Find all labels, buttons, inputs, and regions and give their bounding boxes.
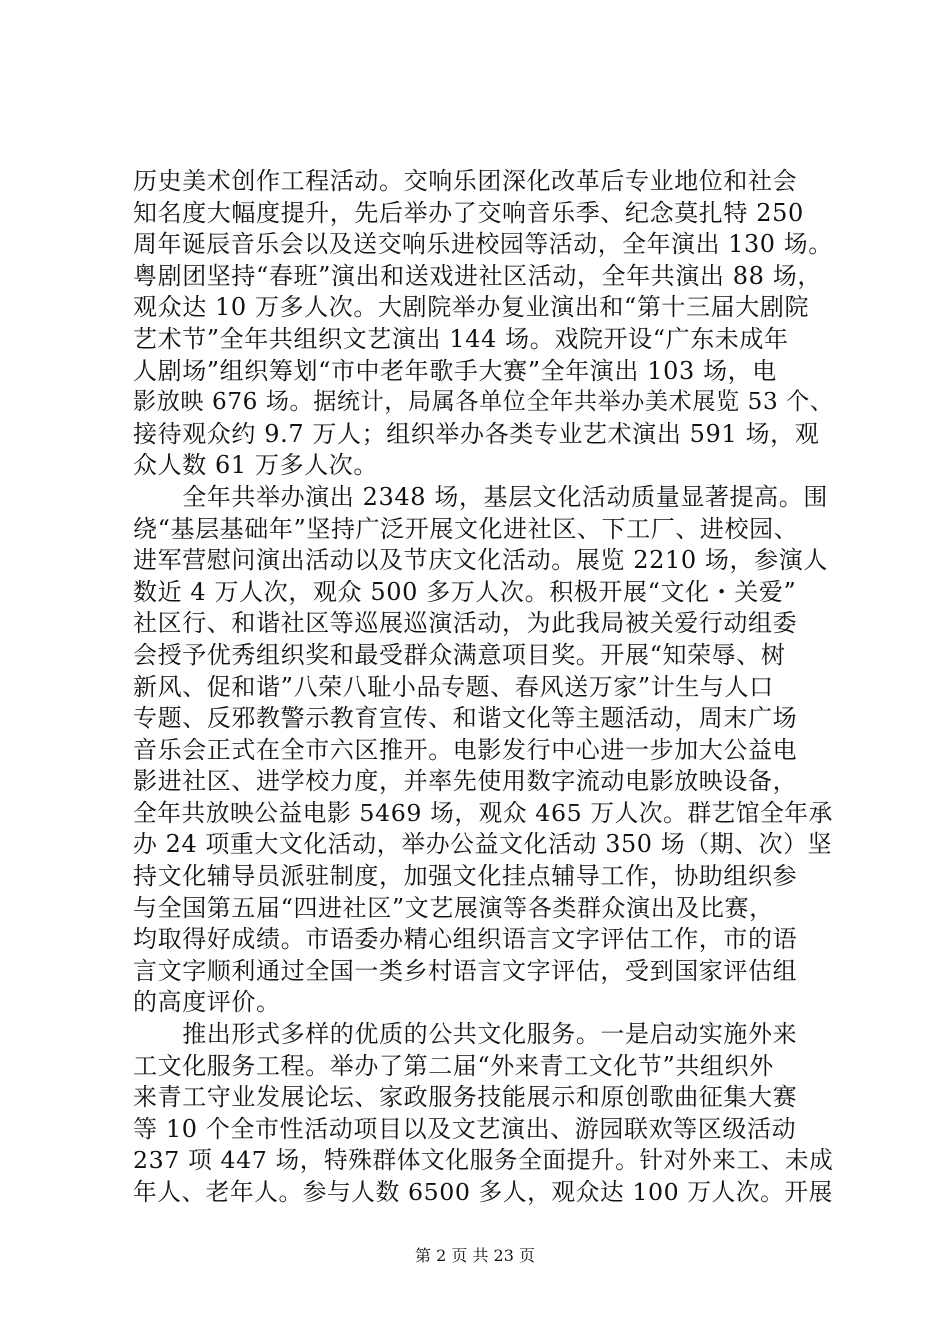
text-line: 周年诞辰音乐会以及送交响乐进校园等活动，全年演出 130 场。 [133, 230, 833, 259]
text-line: 影放映 676 场。据统计，局属各单位全年共举办美术展览 53 个、 [133, 389, 834, 416]
text-line: 粤剧团坚持“春班”演出和送戏进社区活动，全年共演出 88 场， [133, 261, 822, 290]
text-line: 会授予优秀组织奖和最受群众满意项目奖。开展“知荣辱、树 [133, 640, 786, 669]
text-line: 绕“基层基础年”坚持广泛开展文化进社区、下工厂、进校园、 [133, 514, 799, 543]
text-line: 237 项 447 场，特殊群体文化服务全面提升。针对外来工、未成 [133, 1146, 834, 1175]
text-line: 人剧场”组织筹划“市中老年歌手大赛”全年演出 103 场，电 [133, 356, 777, 385]
text-line: 众人数 61 万多人次。 [133, 451, 378, 480]
text-line: 均取得好成绩。市语委办精心组织语言文字评估工作，市的语 [133, 925, 798, 954]
text-line: 年人、老年人。参与人数 6500 多人，观众达 100 万人次。开展 [133, 1178, 833, 1206]
text-line: 音乐会正式在全市六区推开。电影发行中心进一步加大公益电 [133, 735, 798, 764]
text-line: 历史美术创作工程活动。交响乐团深化改革后专业地位和社会 [133, 167, 798, 195]
text-line: 推出形式多样的优质的公共文化服务。一是启动实施外来 [133, 1020, 798, 1049]
text-line: 新风、促和谐”八荣八耻小品专题、春风送万家”计生与人口 [133, 672, 774, 701]
text-line: 影进社区、进学校力度，并率先使用数字流动电影放映设备， [133, 767, 798, 796]
text-line: 知名度大幅度提升，先后举办了交响音乐季、纪念莫扎特 250 [133, 198, 804, 227]
text-line: 观众达 10 万多人次。大剧院举办复业演出和“第十三届大剧院 [133, 293, 810, 322]
text-line: 来青工守业发展论坛、家政服务技能展示和原创歌曲征集大赛 [133, 1083, 798, 1112]
text-line: 的高度评价。 [133, 988, 281, 1017]
text-line: 全年共放映公益电影 5469 场，观众 465 万人次。群艺馆全年承 [133, 798, 833, 827]
text-line: 全年共举办演出 2348 场，基层文化活动质量显著提高。围 [133, 482, 828, 511]
text-line: 社区行、和谐社区等巡展巡演活动，为此我局被关爱行动组委 [133, 609, 798, 638]
text-line: 工文化服务工程。举办了第二届“外来青工文化节”共组织外 [133, 1051, 774, 1080]
text-line: 言文字顺利通过全国一类乡村语言文字评估，受到国家评估组 [133, 956, 798, 985]
document-body [133, 166, 833, 1209]
text-line: 数近 4 万人次，观众 500 多万人次。积极开展“文化・关爱” [133, 577, 797, 606]
text-line: 持文化辅导员派驻制度，加强文化挂点辅导工作，协助组织参 [133, 862, 798, 891]
page-footer: 第 2 页 共 23 页 [415, 1246, 535, 1265]
text-line: 接待观众约 9.7 万人；组织举办各类专业艺术演出 591 场，观 [133, 419, 820, 448]
text-line: 与全国第五届“四进社区”文艺展演等各类群众演出及比赛， [133, 893, 774, 922]
text-line: 专题、反邪教警示教育宣传、和谐文化等主题活动，周末广场 [133, 704, 798, 733]
text-line: 等 10 个全市性活动项目以及文艺演出、游园联欢等区级活动 [133, 1114, 797, 1143]
text-line: 艺术节”全年共组织文艺演出 144 场。戏院开设“广东未成年 [133, 324, 789, 353]
text-line: 办 24 项重大文化活动，举办公益文化活动 350 场（期、次）坚 [133, 830, 833, 859]
text-line: 进军营慰问演出活动以及节庆文化活动。展览 2210 场，参演人 [133, 546, 828, 575]
